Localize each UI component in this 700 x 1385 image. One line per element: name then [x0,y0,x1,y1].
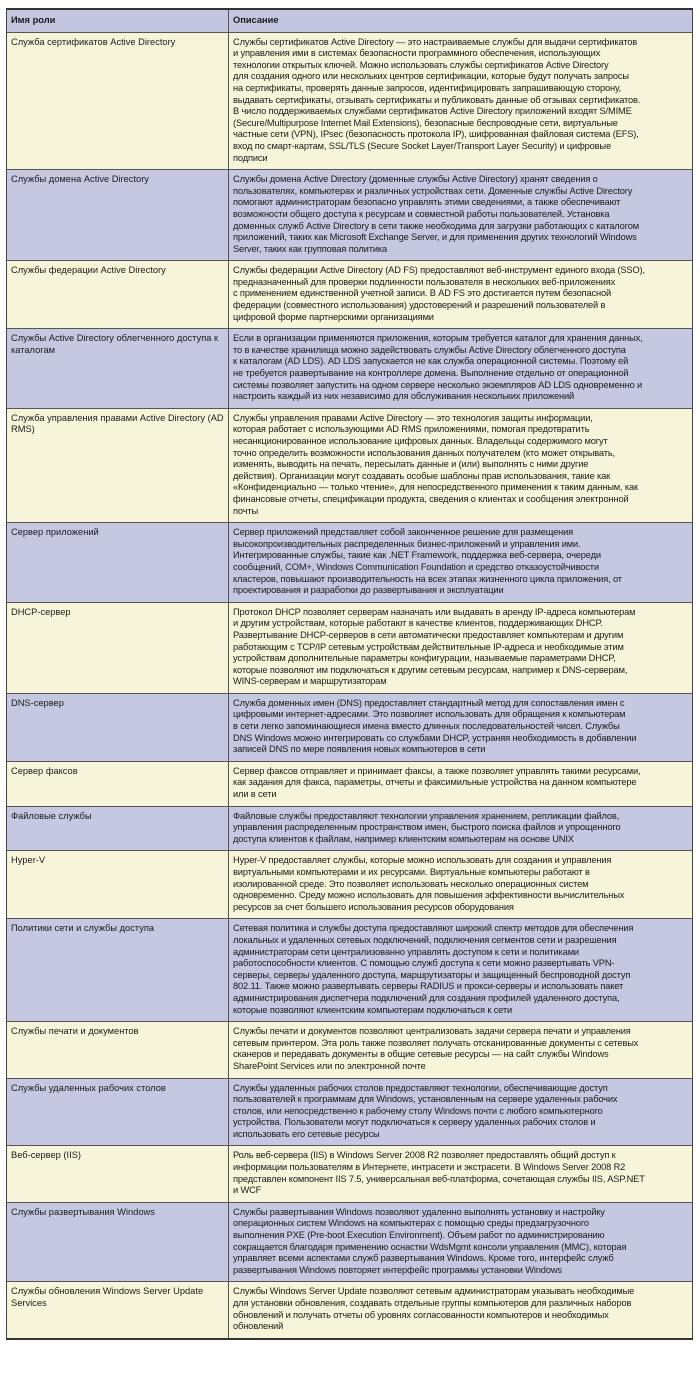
role-name: DNS-сервер [7,693,229,761]
role-description: Службы Windows Server Update позволяют сетевым администраторам указывать необходимые для установки обновления, создавать отдельные группы компьютеров для различных наборов обновлений и получать отчеты об уровнях согласованности компьютеров и необходимых обновлений [229,1282,693,1339]
role-description: Службы домена Active Directory (доменные службы Active Directory) хранят сведения о пользователях, компьютерах и различных устройствах сети. Доменные службы Active Directory помогают администраторам безопасно управлять этими сведениями, а также обеспечивают возможности общего доступа к ресурсам и совместной работы пользователей. Установка доменных служб Active Directory в сети также необходима для загрузки работающих с каталогом приложений, таких как Microsoft Exchange Server, и для применения других технологий Windows Server, таких как групповая политика [229,170,693,261]
role-description: Файловые службы предоставляют технологии управления хранением, репликации файлов, управления распределенным пространством имен, быстрого поиска файлов и упрощенного доступа клиентов к файлам, например клиентским компьютерам на основе UNIX [229,806,693,851]
role-description: Службы федерации Active Directory (AD FS) предоставляют веб-инструмент единого входа (SSO), предназначенный для проверки подлинности пользователя в нескольких веб-приложениях с применением единственной учетной записи. В AD FS это достигается путем безопасной федерации (совместного использования) удостоверений и разрешений пользователей в цифровой форме партнерскими организациями [229,261,693,329]
role-name: Службы обновления Windows Server Update Services [7,1282,229,1339]
header-description: Описание [229,9,693,32]
role-name: Службы печати и документов [7,1022,229,1078]
table-row [7,170,693,261]
role-name: Служба управления правами Active Directory (AD RMS) [7,408,229,522]
role-name: Сервер приложений [7,523,229,603]
table-row [7,602,693,693]
table-row [7,1022,693,1078]
role-name: Службы развертывания Windows [7,1202,229,1282]
header-role-name: Имя роли [7,9,229,32]
roles-table [6,8,693,1340]
table-row [7,851,693,919]
table-row [7,1146,693,1202]
role-description: Службы сертификатов Active Directory — это настраиваемые службы для выдачи сертификатов и управления ими в системах безопасности программного обеспечения, использующих технологии открытых ключей. Можно использовать службы сертификатов Active Directory для создания одного или нескольких центров сертификации, которые будут получать запросы на сертификаты, проверять данные запросов, идентифицировать запрашивающую сторону, выдавать сертификаты, отзывать сертификаты и публиковать данные об отзывах сертификатов. В число поддерживаемых службами сертификатов Active Directory приложений входят S/MIME (Secure/Multipurpose Internet Mail Extensions), безопасные беспроводные сети, виртуальные частные сети (VPN), IPsec (безопасность протокола IP), шифрованная файловая система (EFS), вход по смарт-картам, SSL/TLS (Secure Socket Layer/Transport Layer Security) и цифровые подписи [229,32,693,170]
table-row [7,919,693,1022]
role-name: DHCP-сервер [7,602,229,693]
role-name: Hyper-V [7,851,229,919]
role-name: Службы домена Active Directory [7,170,229,261]
role-name: Службы Active Directory облегченного доступа к каталогам [7,329,229,409]
role-description: Сетевая политика и службы доступа предоставляют широкий спектр методов для обеспечения локальных и удаленных сетевых подключений, подключения сегментов сети и разрешения администраторам сети централизованно управлять доступом к сети и политиками работоспособности клиентов. С помощью служб доступа к сети можно развертывать VPN- серверы, серверы удаленного доступа, маршрутизаторы и защищенный беспроводной доступ 802.11. Также можно развертывать серверы RADIUS и прокси-серверы и использовать пакет администрирования диспетчера подключений для создания профилей удаленного доступа, которые позволяют клиентским компьютерам подключаться к сети [229,919,693,1022]
role-name: Веб-сервер (IIS) [7,1146,229,1202]
table-row [7,761,693,806]
table-row [7,408,693,522]
table-row [7,32,693,170]
table-row [7,1078,693,1146]
table-row [7,1202,693,1282]
role-description: Службы печати и документов позволяют централизовать задачи сервера печати и управления сетевым принтером. Эта роль также позволяет получать отсканированные документы с сетевых сканеров и передавать документы в общие сетевые ресурсы — на сайт службы Windows SharePoint Services или по электронной почте [229,1022,693,1078]
role-description: Сервер факсов отправляет и принимает факсы, а также позволяет управлять такими ресурсами, как задания для факса, параметры, отчеты и факсимильные устройства на данном компьютере или в сети [229,761,693,806]
role-description: Службы развертывания Windows позволяют удаленно выполнять установку и настройку операционных систем Windows на компьютерах с помощью среды предзагрузочного выполнения PXE (Pre-boot Execution Environment). Объем работ по администрированию сокращается благодаря применению оснастки WdsMgmt консоли управления (MMC), которая управляет всеми аспектами служб развертывания Windows. Кроме того, интерфейс служб развертывания Windows повторяет интерфейс программы установки Windows [229,1202,693,1282]
role-name: Сервер факсов [7,761,229,806]
table-row [7,261,693,329]
role-description: Службы удаленных рабочих столов предоставляют технологии, обеспечивающие доступ пользователей к программам для Windows, установленным на сервере удаленных рабочих столов, или непосредственно к рабочему столу Windows почти с любого компьютерного устройства. Пользователи могут подключаться к серверу удаленных рабочих столов и использовать его сетевые ресурсы [229,1078,693,1146]
role-description: Сервер приложений представляет собой законченное решение для размещения высокопроизводительных распределенных бизнес-приложений и управления ими. Интегрированные службы, такие как .NET Framework, поддержка веб-сервера, очереди сообщений, COM+, Windows Communication Foundation и средство отказоустойчивости кластеров, повышают производительность на всех этапах жизненного цикла приложения, от проектирования и разработки до развертывания и эксплуатации [229,523,693,603]
table-row [7,329,693,409]
role-name: Службы удаленных рабочих столов [7,1078,229,1146]
table-row [7,693,693,761]
role-description: Служба доменных имен (DNS) предоставляет стандартный метод для сопоставления имен с цифровыми интернет-адресами. Это позволяет использовать для обращения к компьютерам в сети легко запоминающиеся имена вместо длинных последовательностей чисел. Службы DNS Windows можно интегрировать со службами DHCP, устраняя необходимость в добавлении записей DNS по мере появления новых компьютеров в сети [229,693,693,761]
role-description: Если в организации применяются приложения, которым требуется каталог для хранения данных, то в качестве хранилища можно задействовать службы Active Directory облегченного доступа к каталогам (AD LDS). AD LDS запускается не как служба операционной системы. Поэтому ей не требуется развертывание на контроллере домена. Выполнение отдельно от операционной системы позволяет запустить на одном сервере несколько экземпляров AD LDS одновременно и настроить каждый из них независимо для обслуживания нескольких приложений [229,329,693,409]
role-description: Службы управления правами Active Directory — это технология защиты информации, которая работает с использующими AD RMS приложениями, помогая предотвратить несанкционированное использование цифровых данных. Владельцы содержимого могут точно определить возможности использования данных получателем (кто может открывать, изменять, выводить на печать, пересылать данные и (или) выполнять с ними другие действия). Организации могут создавать особые шаблоны прав использования, такие как «Конфиденциально — только чтение», для непосредственного применения к таким данным, как финансовые отчеты, спецификации продукта, сведения о клиентах и сообщения электронной почты [229,408,693,522]
role-name: Службы федерации Active Directory [7,261,229,329]
role-description: Протокол DHCP позволяет серверам назначать или выдавать в аренду IP-адреса компьютерам и другим устройствам, которые работают в качестве клиентов, поддерживающих DHCP. Развертывание DHCP-серверов в сети автоматически предоставляет компьютерам и другим работающим с TCP/IP сетевым устройствам действительные IP-адреса и необходимые этим устройствам дополнительные параметры конфигурации, называемые параметрами DHCP, которые позволяют им подключаться к другим сетевым ресурсам, например к DNS-серверам, WINS-серверам и маршрутизаторам [229,602,693,693]
header-row [7,9,693,32]
table-row [7,1282,693,1339]
role-name: Файловые службы [7,806,229,851]
table-row [7,806,693,851]
table-row [7,523,693,603]
role-description: Роль веб-сервера (IIS) в Windows Server 2008 R2 позволяет предоставлять общий доступ к информации пользователям в Интернете, интрасети и экстрасети. В Windows Server 2008 R2 представлен компонент IIS 7.5, универсальная веб-платформа, сочетающая службы IIS, ASP.NET и WCF [229,1146,693,1202]
role-description: Hyper-V предоставляет службы, которые можно использовать для создания и управления виртуальными компьютерами и их ресурсами. Виртуальные компьютеры работают в изолированной среде. Это позволяет использовать несколько операционных систем одновременно. Среду можно использовать для повышения эффективности вычислительных ресурсов за счет большего использования ресурсов оборудования [229,851,693,919]
role-name: Служба сертификатов Active Directory [7,32,229,170]
role-name: Политики сети и службы доступа [7,919,229,1022]
